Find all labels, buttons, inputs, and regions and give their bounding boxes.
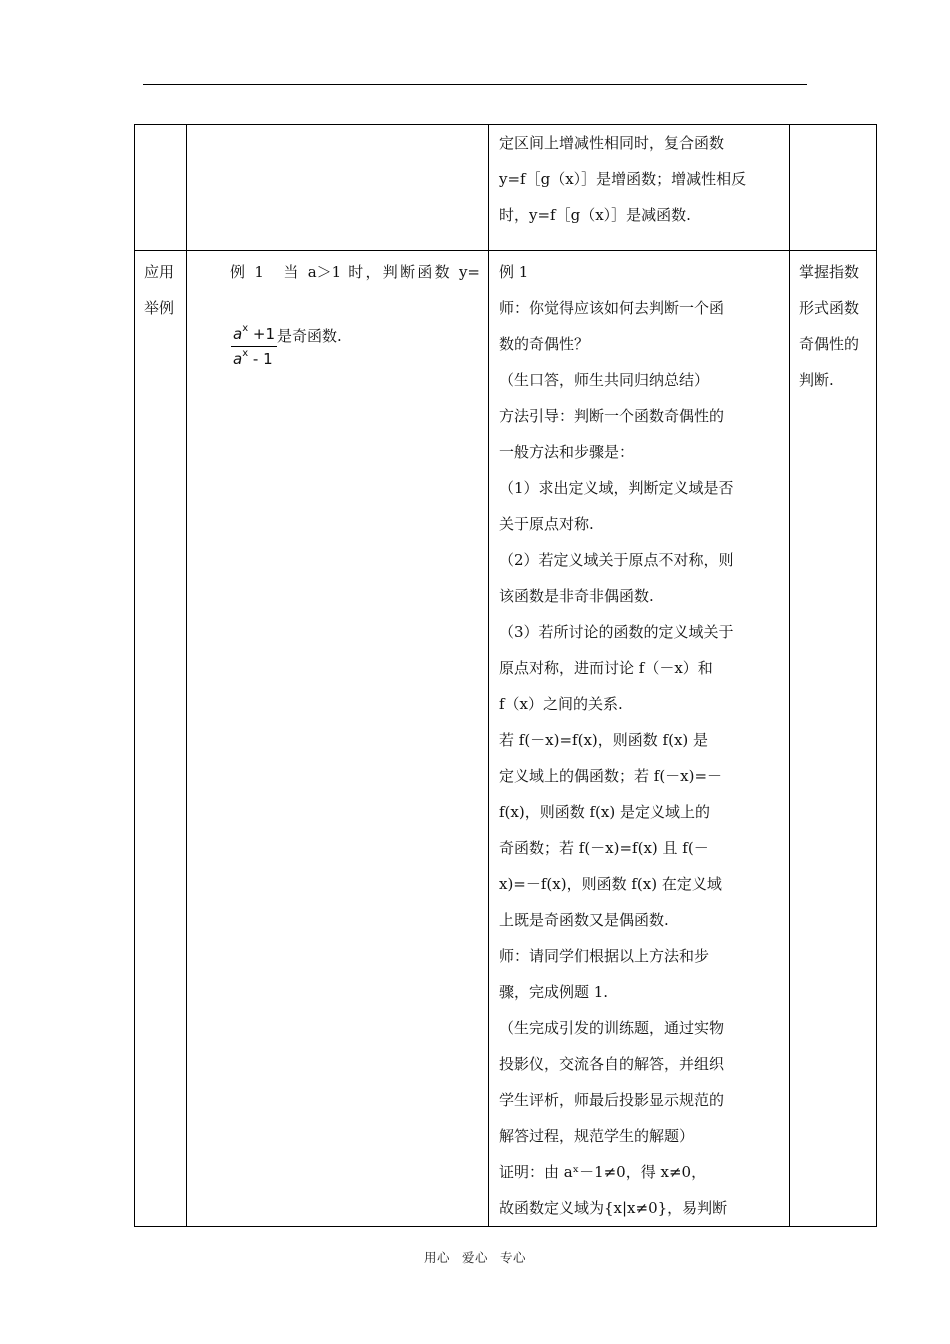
stage-cell	[135, 125, 187, 251]
method-line: 骤，完成例题 1.	[499, 983, 609, 1001]
method-line: y=f［g（x）］是增函数；增减性相反	[499, 170, 747, 188]
table-row	[135, 251, 877, 1227]
header-rule	[143, 84, 807, 85]
method-line: 解答过程，规范学生的解题）	[499, 1127, 695, 1145]
table-row	[135, 125, 877, 251]
method-line: 学生评析，师最后投影显示规范的	[499, 1091, 725, 1109]
method-line: 方法引导：判断一个函数奇偶性的	[499, 407, 725, 425]
method-line: 时，y=f［g（x）］是减函数.	[499, 206, 691, 224]
lesson-table	[134, 124, 877, 1227]
content-cell	[187, 125, 489, 251]
stage-label: 应用	[144, 263, 175, 281]
method-line: （2）若定义域关于原点不对称，则	[499, 551, 734, 569]
example-intro: 例 1 当 a＞1 时，判断函数 y=	[230, 263, 480, 281]
goal-cell	[790, 125, 877, 251]
method-line: 该函数是非奇非偶函数.	[499, 587, 654, 605]
fraction-numerator: $a^x +1$	[231, 324, 277, 347]
example-fraction-row	[187, 320, 488, 369]
method-line: 关于原点对称.	[499, 515, 594, 533]
method-line: 例 1	[499, 263, 529, 281]
method-line: 奇函数；若 f(－x)=f(x) 且 f(－	[499, 839, 709, 857]
method-line: f（x）之间的关系.	[499, 695, 623, 713]
method-line: 上既是奇函数又是偶函数.	[499, 911, 669, 929]
method-line: 证明：由 aˣ－1≠0，得 x≠0，	[499, 1163, 707, 1181]
method-line: 师：请同学们根据以上方法和步	[499, 947, 710, 965]
method-line: 若 f(－x)=f(x)，则函数 f(x) 是	[499, 731, 709, 749]
method-line: （3）若所讨论的函数的定义域关于	[499, 623, 734, 641]
method-line: x)=－f(x)，则函数 f(x) 在定义域	[499, 875, 722, 893]
method-line: 定区间上增减性相同时，复合函数	[499, 134, 725, 152]
method-text	[489, 125, 789, 233]
method-text	[489, 251, 789, 1226]
goal-text	[790, 251, 876, 398]
footer-word: 专心	[500, 1250, 527, 1265]
method-line: 原点对称，进而讨论 f（－x）和	[499, 659, 713, 677]
method-line: 故函数定义域为{x|x≠0}，易判断	[499, 1199, 728, 1217]
goal-line: 形式函数	[799, 299, 860, 317]
method-cell	[489, 251, 790, 1227]
method-cell	[489, 125, 790, 251]
stage-label: 举例	[144, 299, 175, 317]
method-line: （生口答，师生共同归纳总结）	[499, 371, 710, 389]
method-line: 一般方法和步骤是：	[499, 443, 635, 461]
method-line: 师：你觉得应该如何去判断一个函	[499, 299, 725, 317]
fraction	[231, 324, 277, 369]
page-footer	[0, 1248, 950, 1266]
footer-word: 用心	[423, 1250, 450, 1265]
goal-line: 判断.	[799, 371, 834, 389]
fraction-denominator: $a^x - 1$	[233, 348, 273, 368]
method-line: 投影仪，交流各自的解答，并组织	[499, 1055, 725, 1073]
stage-cell	[135, 251, 187, 1227]
goal-line: 奇偶性的	[799, 335, 860, 353]
example-tail: 是奇函数.	[277, 327, 342, 345]
method-line: （生完成引发的训练题，通过实物	[499, 1019, 725, 1037]
method-line: 定义域上的偶函数；若 f(－x)=－	[499, 767, 723, 785]
footer-word: 爱心	[461, 1250, 488, 1265]
content-cell	[187, 251, 489, 1227]
goal-line: 掌握指数	[799, 263, 860, 281]
method-line: 数的奇偶性？	[499, 335, 590, 353]
goal-cell	[790, 251, 877, 1227]
method-line: f(x)，则函数 f(x) 是定义域上的	[499, 803, 710, 821]
method-line: （1）求出定义域，判断定义域是否	[499, 479, 734, 497]
